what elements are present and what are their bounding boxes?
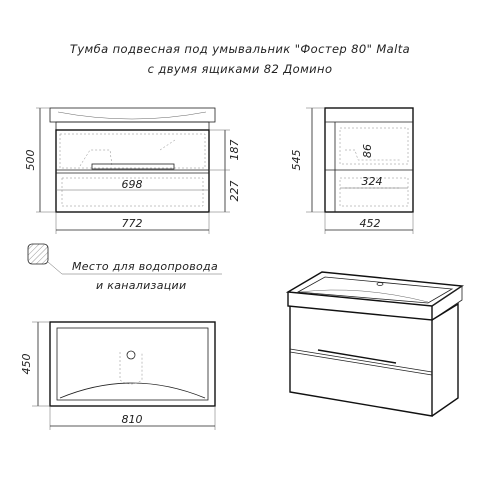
top-basin-curve <box>60 383 205 398</box>
top-view <box>20 322 215 430</box>
side-view <box>290 108 413 234</box>
legend-line-2: и канализации <box>96 279 187 292</box>
top-view-outline <box>50 322 215 406</box>
dim-side-inner-depth: 324 <box>361 175 383 188</box>
dim-front-inner-width: 698 <box>121 178 143 191</box>
isometric-view <box>288 272 462 416</box>
iso-sink-top <box>288 272 462 306</box>
front-view <box>24 108 241 234</box>
dim-top-depth: 450 <box>20 353 33 375</box>
dim-front-outer-width: 772 <box>121 217 143 230</box>
dim-side-depth: 452 <box>359 217 381 230</box>
iso-cabinet-side <box>432 304 458 416</box>
dim-side-inner-height: 86 <box>361 144 374 158</box>
front-handle <box>92 164 174 169</box>
dim-front-drawer-bottom: 227 <box>228 180 241 202</box>
iso-drawer-handle <box>318 350 396 363</box>
dim-front-height: 500 <box>24 149 37 171</box>
legend-line-1: Место для водопровода <box>72 260 219 273</box>
front-cabinet-body <box>56 130 209 212</box>
dim-side-height: 545 <box>290 149 303 171</box>
iso-cabinet-front <box>290 306 432 416</box>
dim-front-drawer-top: 187 <box>228 139 241 161</box>
front-hidden-plumbing <box>60 134 205 168</box>
drain-icon <box>127 351 135 359</box>
title-line-1: Тумба подвесная под умывальник "Фостер 80" Malta <box>69 42 411 56</box>
legend <box>28 244 222 292</box>
title-line-2: с двумя ящиками 82 Домино <box>147 62 333 76</box>
plumbing-legend-swatch <box>28 244 48 264</box>
side-cabinet-body <box>325 108 413 212</box>
iso-faucet-hole <box>377 283 383 286</box>
dim-top-width: 810 <box>121 413 143 426</box>
